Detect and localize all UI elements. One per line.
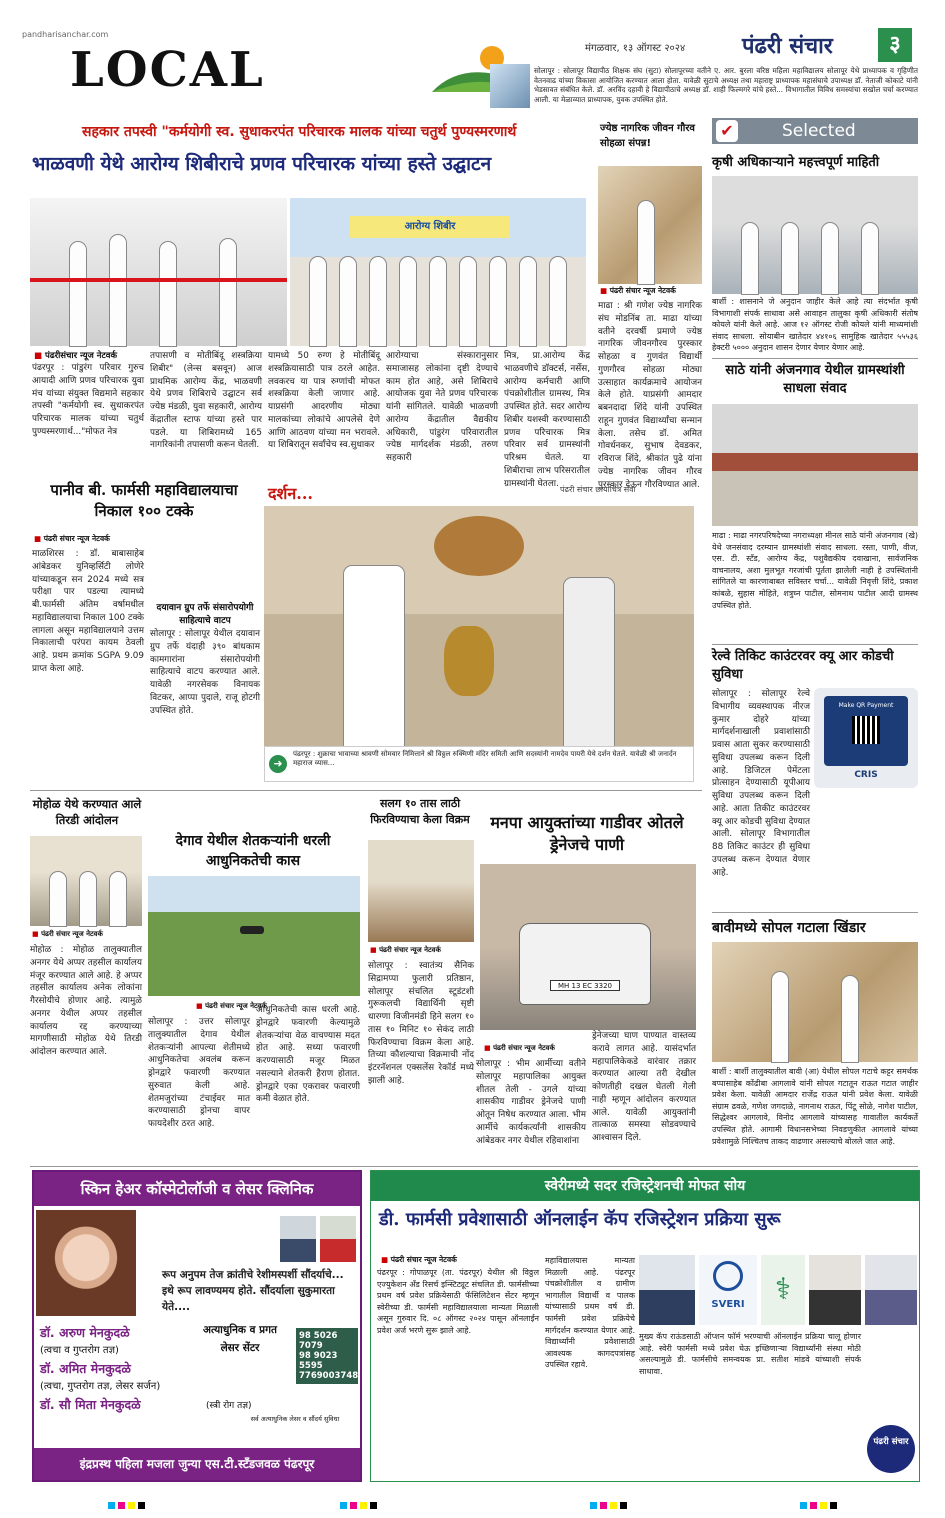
speech-headline: सलग १० तास लाठी फिरविण्याचा केला विक्रम	[370, 797, 470, 826]
section-title: LOCAL	[70, 42, 265, 98]
railway-text: सोलापूर : सोलापूर रेल्वे विभागीय व्यवस्थापक नीरज कुमार दोहरे यांच्या मार्गदर्शनाखाली प्रवाशांसाठी प्रवास आता सुकर करण्यासाठी सुविधा उपलब्ध करून दिली आहे. डिजिटल पेमेंटला प्रोत्साहन देण्यासाठी यूपीआय सुविधा उपलब्ध करून दिली आहे. आता तिकीट काउंटरवर क्यू आर कोडची सुविधा देण्यात आली. सोलापूर विभागातील 88 तिकिट काउंटर ही सुविधा उपलब्ध करून देण्यात येणार आहे.	[712, 689, 810, 878]
sveri-text: पंढरपूर : गोपाळपूर (ता. पंढरपूर) येथील श्री विठ्ठल एज्युकेशन अँड रिसर्च इन्स्टिट्यूट संचलित डी. फार्मसीच्या प्रथम वर्ष प्रवेश प्रक्रियेसाठी फॅसिलिटेशन सेंटर म्हणून स्वेरीच्या डी. फार्मसी महाविद्यालयाला मान्यता मिळाली असून गुरुवार दि. ०८ ऑगस्ट २०२४ पासून ऑनलाईन प्रवेश अर्ज भरणे सुरू झाले आहे.	[377, 1268, 539, 1335]
pharmacy-text-cont	[150, 536, 260, 596]
pharmacy-text: माळशिरस : डॉ. बाबासाहेब आंबेडकर युनिव्हर्सिटी लोणेरे यांच्याकडून सन 2024 मध्ये सत्र परीक्षा पार पडल्या त्यामध्ये बी.फार्मसी अंतिम वर्षामधील महाविद्यालयाचा निकाल 100 टक्के लागला असून महाविद्यालयाने उत्तम निकालाची परंपरा कायम ठेवली आहे. प्रथम क्रमांक SGPA 9.09 प्राप्त केला आहे.	[32, 549, 144, 674]
mohol-text: मोहोळ : मोहोळ तालुक्यातील अनगर येथे अप्पर तहसील कार्यालय मंजूर करण्यात आले आहे. हे अप्पर तहसील कार्यालय अनेक लोकांना गैरसोयीचे होणार आहे. त्यामुळे अनगर येथील अप्पर तहसील कार्यालय रद्द करण्याच्या मागणीसाठी मोहोळ येथे तिरडी आंदोलन करण्यात आले.	[30, 945, 142, 1057]
selected-text: बार्शी : शासनाने जे अनुदान जाहीर केले आहे त्या संदर्भात कृषी विभागाशी संपर्क साधावा असे आवाहन तालुका कृषी अधिकारी संतोष कोयले यांनी केले आहे. आज १२ ऑगस्ट रोजी कोयले यांनी माध्यमांशी संवाद साधला. सोयाबीन खातेदार ४४१०६ सामुहिक खातेदार ५५५३६ हेक्टरी ५००० अनुदान शासन देणार येणार येणार आहे.	[712, 297, 918, 353]
phone-box	[296, 1328, 358, 1384]
bavi-photo	[712, 942, 918, 1062]
pharmacy-headline: पानीव बी. फार्मसी महाविद्यालयाचा निकाल १०० टक्के	[50, 481, 238, 520]
model-face-image	[36, 1210, 136, 1316]
qr-code-icon	[852, 716, 880, 744]
lead-col-5: मित्र, प्रा.आरोग्य केंद्र भाळवणीचे डॉक्टर्स, नर्सेस, आरोग्य कर्मचारी आणि पंचक्रोशीतील ग्रामस्थ, मित्र उपस्थित होते. सदर आरोग्य शिबीर यशस्वी करण्यासाठी प्रणव परिचारक मित्र परिवार सर्व ग्रामस्थांनी परिश्रम घेतले. या शिबीराचा लाभ परिसरातील ग्रामस्थांनी घेतला.	[504, 351, 590, 489]
issue-date: मंगळवार, १३ ऑगस्ट २०२४	[585, 43, 686, 54]
sathe-text: माढा : माढा नगरपरिषदेच्या नगराध्यक्षा मीनल साठे यांनी अंजनगाव (खे) येथे जनसंवाद दरम्यान ग्रामस्थांशी संवाद साधला. रस्ता, पाणी, वीज, एस. टी. स्टँड, आरोग्य केंद्र, पशुवैद्यकीय दवाखाना, सार्वजनिक वाचनालय, अशा मुलभूत गरजांची पूर्तता झालेली नाही हे उपस्थितांनी सांगितले या कारणाबाबत सविस्तर चर्चा... यावेळी निवृत्ती शिंदे, प्रकाश कांबळे, सुहास मोहिते, शत्रुघ्न पाटील, सोमनाथ पाटील आदी ग्रामस्थ उपस्थित होते.	[712, 531, 918, 610]
ribbon-photo	[30, 198, 287, 346]
lead-col-4: आरोग्याचा संस्कारानुसार समाजासह लोकांना दृष्टी देण्याचे काम होत आहे, असे शिबिराचे आयोजक युवा नेते प्रणव परिचारक यांनी सांगितले. यावेळी भाळवणी आरोग्य केंद्रातील वैद्यकीय अधिकारी, पांडुरंग परिवारातील ज्येष्ठ मार्गदर्शक मंडळी, तरुण सहकारी	[386, 351, 498, 463]
manapa-byline: ■ पंढरी संचार न्यूज नेटवर्क	[484, 1044, 555, 1053]
sveri-logo-text: SVERI	[711, 1299, 745, 1310]
senior-headline: ज्येष्ठ नागरिक जीवन गौरव सोहळा संपन्न!	[600, 123, 695, 149]
speech-text: सोलापूर : स्वातंत्र्य सैनिक सिद्रामप्पा फुलारी प्रतिष्ठान, सोलापूर संचलित स्टूडंटशी गुरूकलची विद्यार्थिनी सृष्टी धारग्णा विजीनमंडी हिने सलग १० तास १० मिनिट १० सेकंद लाठी फिरविण्याचा विक्रम केला आहे. तिच्या कौशल्याचा विक्रमाची नोंद इंटरनॅशनल एक्सलेंस रेकॉर्ड मध्ये झाली आहे.	[368, 961, 474, 1086]
doctor-2-spec: (त्वचा, गुप्तरोग तज्ञ, लेसर सर्जन)	[40, 1381, 161, 1392]
phone-3: 7769003748	[299, 1371, 359, 1381]
sveri-ad	[370, 1170, 920, 1482]
pharmacy-byline: ■ पंढरी संचार न्यूज नेटवर्क	[34, 534, 110, 544]
manapa-headline: मनपा आयुक्तांच्या गाडीवर ओतले ड्रेनेजचे पाणी	[490, 813, 684, 855]
color-bar-far-right	[800, 1494, 840, 1513]
lead-col-2: तपासणी व मोतीबिंदू शस्त्रक्रिया शिबीर" (लेन्स बसवून) आज प्राथमिक आरोग्य केंद्र, भाळवणी येथे प्रणव शिबिराचे उद्घाटन सर्व ज्येष्ठ मंडळी, युवा सहकारी, आरोग्य केंद्रातील स्टाफ यांच्या हस्ते पार पडले. या शिबिरामध्ये 165 नागरिकांनी तपासणी करून घेतली.	[150, 351, 262, 451]
doctor-3-spec: (स्त्री रोग तज्ञ)	[206, 1401, 252, 1411]
doctor-photo-1	[280, 1216, 316, 1262]
color-bar-left	[108, 1494, 148, 1513]
doctor-3-name: डॉ. सौ मिता मेनकुदळे	[40, 1397, 141, 1412]
arrow-circle-icon: ➜	[269, 755, 287, 773]
clinic-tagline: रूप अनुपम तेज क्रांतीचे रेशीमस्पर्शी सौंदर्याचे... इथे रूप लावण्यमय होते. सौंदर्याला सुकुमारता येते....	[162, 1269, 344, 1313]
sveri-text-2: महाविद्यालयास मान्यता मिळाली आहे. पंढरपूर पंचक्रोशीतील व ग्रामीण भागातील विद्यार्थी व पालक यांच्यासाठी प्रथम वर्ष डी. फार्मसी प्रवेश प्रक्रियेचे मार्गदर्शन करण्यात येणार आहे. विद्यार्थ्यांनी प्रवेशासाठी आवश्यक कागदपत्रांसह उपस्थित रहावे.	[545, 1256, 635, 1370]
bavi-headline: बावीमध्ये सोपल गटाला खिंडार	[712, 920, 866, 936]
degaon-text: सोलापूर : उत्तर सोलापूर तालुक्यातील देगाव येथील शेतकऱ्यांनी आपल्या शेतीमध्ये आधुनिकतेचा अवलंब करून ड्रोनद्वारे फवारणी करण्यात सुरुवात केली आहे. शेतमजुरांच्या टंचाईवर मात करण्यासाठी ड्रोनचा वापर फायदेशीर ठरत आहे.	[148, 1017, 250, 1129]
darshan-photo	[264, 506, 694, 746]
darshan-title: दर्शन...	[268, 484, 313, 503]
mohol-photo	[30, 836, 142, 926]
sveri-person-1	[639, 1255, 695, 1325]
check-icon: ✔	[716, 120, 738, 142]
railway-headline: रेल्वे तिकिट काउंटरवर क्यू आर कोडची सुविधा	[712, 649, 894, 682]
sveri-kicker: स्वेरीमध्ये सदर रजिस्ट्रेशनची मोफत सोय	[371, 1171, 919, 1201]
laser-service: अत्याधुनिक व प्रगत लेसर सेंटर	[203, 1324, 277, 1354]
phone-2: 98 9023 5595	[299, 1351, 338, 1371]
senior-text: माढा : श्री गणेश ज्येष्ठ नागरिक संघ मोडनिंब ता. माढा यांच्या वतीने दरवर्षी प्रमाणे ज्येष्ठ नागरिक जीवनगौरव पुरस्कार सोहळा व गुणवंत विद्यार्थी गुणगौरव सोहळा मोठ्या उत्साहात कार्यक्रमाचे आयोजन केले होते. याप्रसंगी आमदार बबनदादा शिंदे यांनी उपस्थित राहून गुणवंत विद्यार्थ्यांचा सन्मान केला. तसेच डॉ. अमित गोवर्धनकर, सुभाष देवडकर, रविराज शिंदे, श्रीकांत पुढे यांना ज्येष्ठ नागरिक जीवन गौरव पुरस्कार देऊन गौरविण्यात आले.	[598, 301, 702, 490]
sveri-byline: ■ पंढरी संचार न्यूज नेटवर्क	[381, 1255, 457, 1265]
kiosk-screen-label: Make QR Payment	[838, 702, 894, 709]
degaon-photo	[148, 876, 360, 996]
degaon-text-2: आधुनिकतेची कास धरली आहे. ड्रोनद्वारे फवारणी केल्यामुळे शेतकऱ्यांचा वेळ वाचण्यास मदत होत आहे. सध्या फवारणी करण्यासाठी मजूर मिळत नसल्याने शेतकरी हैराण होतात. ड्रोनद्वारे एका एकरावर फवारणी कमी वेळात होते.	[256, 1005, 360, 1105]
clinic-ad	[32, 1170, 362, 1482]
selected-headline: कृषी अधिकाऱ्याने महत्त्वपूर्ण माहिती	[712, 155, 880, 170]
manapa-text-2: ड्रेनेजच्या घाण पाण्यात वास्तव्य करावे लागत आहे. यासंदर्भात महापालिकेकडे वारंवार तक्रार करण्यात आल्या तरी देखील कोणतीही दखल घेतली गेली नाही म्हणून आंदोलन करण्यात आले. यावेळी आयुक्तांनी तात्काळ समस्या सोडवण्याचे आश्वासन दिले.	[592, 1031, 696, 1143]
camp-banner: आरोग्य शिबीर	[350, 216, 510, 238]
darshan-caption-bar	[264, 746, 694, 782]
sveri-text-3: मुख्य कॅप राऊंडसाठी ऑप्शन फॉर्म भरण्याची ऑनलाईन प्रक्रिया चालू होणार आहे. स्वेरी फार्मसी मध्ये प्रवेश घेऊ इच्छिणाऱ्या विद्यार्थ्यांनी संस्था मोठी असल्यामुळे डी. फार्मसीचे समन्वयक प्रा. सतीश मांडवे यांच्याशी संपर्क साधावा.	[639, 1332, 861, 1376]
group-photo	[290, 198, 586, 346]
phone-1: 98 5026 7079	[299, 1331, 338, 1351]
lead-col-1: पंढरपूर : पांडुरंग परिवार गुरुच आयादी आणि प्रणव परिचारक युवा मंच यांच्या संयुक्त विद्यमाने सहकार तपस्वी "कर्मयोगी स्व. सुधाकरपंत परिचारक मालक यांच्या चतुर्थ पुण्यस्मरणार्थ..."मोफत नेत्र	[32, 363, 144, 437]
sveri-logo	[699, 1255, 757, 1325]
clinic-subline: सर्व अत्याधुनिक लेसर व सौंदर्य सुविधा	[250, 1415, 340, 1423]
paper-name: पंढरी संचार	[742, 33, 833, 59]
manapa-photo	[480, 864, 696, 1030]
darshan-credit: पंढरी संचार छायाचित्र सेवा	[560, 485, 636, 494]
selected-photo	[712, 176, 918, 294]
car-shape	[520, 924, 650, 1004]
pharmacy-symbol-icon: ⚕	[761, 1255, 805, 1325]
senior-photo	[598, 166, 702, 284]
sveri-person-3	[865, 1255, 917, 1325]
sveri-headline: डी. फार्मसी प्रवेशासाठी ऑनलाईन कॅप रजिस्ट्रेशन प्रक्रिया सुरू	[379, 1209, 781, 1230]
selected-label: Selected	[782, 121, 856, 141]
page-number: ३	[878, 28, 912, 62]
paper-badge: पंढरी संचार	[867, 1425, 915, 1473]
sathe-headline: साठे यांनी अंजनगाव येथील ग्रामस्थांशी साधला संवाद	[725, 363, 905, 397]
darshan-caption: पंढरपूर : शुक्राचा भावाच्या श्रावणी सोमवार निमित्ताने श्री विठ्ठल रुक्मिणी मंदिर समिती आणि सदस्यांनी नामदेव पायरी येथे दर्शन घेतले. यावेळी श्री जनार्दन महाराज व्यास...	[293, 750, 677, 768]
degaon-byline: ■ पंढरी संचार न्यूज नेटवर्क	[196, 1002, 267, 1011]
qr-kiosk	[814, 688, 918, 788]
top-news-photo	[490, 64, 530, 108]
manapa-text: सोलापूर : भीम आर्मीच्या वतीने सोलापूर महापालिका आयुक्त शीतल तेली - उगले यांच्या शासकीय गाडीवर ड्रेनेजचे पाणी ओतून निषेध करण्यात आला. भीम आर्मीचे कार्यकर्त्यांनी शासकीय आंबेडकर नगर येथील रहिवाशांना	[476, 1059, 586, 1146]
clinic-address: इंद्रप्रस्थ पहिला मजला जुन्या एस.टी.स्टँडजवळ पंढरपूर	[34, 1448, 360, 1480]
sathe-photo	[712, 404, 918, 526]
clinic-ad-title: स्किन हेअर कॉस्मेटोलॉजी व लेसर क्लिनिक	[34, 1172, 360, 1206]
number-plate: MH 13 EC 3320	[550, 980, 620, 991]
dayavan-text: सोलापूर : सोलापूर येथील दयावान ग्रुप तर्फे यंदाही ३९० बांधकाम कामगारांना संसारोपयोगी साहित्याचे वाटप करण्यात आले. यावेळी नगरसेवक विनायक विटकर, आप्पा पुदाले, राजू होटगी उपस्थित होते.	[150, 629, 260, 716]
mohol-byline: ■ पंढरी संचार न्यूज नेटवर्क	[32, 930, 103, 939]
lead-kicker: सहकार तपस्वी "कर्मयोगी स्व. सुधाकरपंत परिचारक मालक यांच्या चतुर्थ पुण्यस्मरणार्थ	[82, 124, 517, 140]
lead-col-3: यामध्ये 50 रुग्ण हे मोतीबिंदू शस्त्रक्रियासाठी पात्र ठरले आहेत. लवकरच या पात्र रुग्णांची मोफत शस्त्रक्रिया केली जाणार आहे. याप्रसंगी आदरणीय मोठ्या मालकांच्या लोकांचे आपलेसे देणे आणि आठवण यांच्या मन भरावले. या शिबिरातून सर्वांचेच स्व.सुधाकर	[268, 351, 380, 451]
doctor-1-spec: (त्वचा व गुप्तरोग तज्ञ)	[40, 1345, 119, 1356]
top-news-text: सोलापूर : सोलापूर विद्यापीठ शिक्षक संघ (सुटा) सोलापूरच्या वतीने ए. आर. बुरला वरिष्ठ महिला महाविद्यालय सोलापूर येथे प्राध्यापक व गृहिणीत वेतनवाढ यांच्या विकासा आयोजित करण्यात आला होता. यावेळी सुटाचे अध्यक्ष तथा महाराष्ट्र प्राध्यापक महासंघाचे उपाध्यक्ष डॉ. नेताजी कोकाटे यांनी भेडसावत संबंधित केले. डॉ. अरविंद दहावी हे विद्यापीठाचे अध्यक्ष डॉ. शाही फिल्मगरे यांचे हस्ते... विभागातील विविध समस्यांचा सखोल चर्चा करण्यात आली. या मेळाव्यात प्राध्यापक, युवक उपस्थित होते.	[534, 66, 918, 105]
lead-headline: भाळवणी येथे आरोग्य शिबीराचे प्रणव परिचारक यांच्या हस्ते उद्घाटन	[32, 153, 492, 175]
kiosk-brand: CRIS	[854, 770, 878, 780]
dayavan-subhead: दयावान ग्रुप तर्फे संसारोपयोगी साहित्याचे वाटप	[156, 603, 254, 626]
mohol-headline: मोहोळ येथे करण्यात आले तिरडी आंदोलन	[32, 797, 142, 828]
senior-byline: ■ पंढरी संचार न्यूज नेटवर्क	[600, 286, 676, 296]
selected-badge	[712, 118, 918, 144]
bavi-text: बार्शी : बार्शी तालुक्यातील बावी (आ) येथील सोपल गटाचे कट्टर समर्थक बप्पासाहेब कोंढीबा आगलावे यांनी सोपल गटातून राऊत गटात जाहीर प्रवेश केला. यावेळी आमदार राजेंद्र राऊत यांनी प्रवेश केला. यावेळी संग्राम ढवळे, गणेश जगदाळे, नागनाथ राऊत, पिंटू सोळे, नागेश पाटील, सिद्धेश्वर आगलावे, विनोद आगलावे यांच्यासह गावातील कार्यकर्ते उपस्थित होते. आगामी विधानसभेच्या निवडणुकीत आगलावे यांच्या प्रवेशामुळे निश्चितच ताकद वाढणार असल्याचे बोलले जात आहे.	[712, 1067, 918, 1146]
site-url: pandharisanchar.com	[22, 30, 109, 39]
sveri-person-2	[809, 1255, 861, 1325]
doctor-1-name: डॉ. अरुण मेनकुदळे	[40, 1325, 130, 1340]
drone-icon	[240, 926, 264, 934]
doctor-2-name: डॉ. अमित मेनकुदळे	[40, 1361, 131, 1376]
degaon-headline: देगाव येथील शेतकऱ्यांनी धरली आधुनिकतेची कास	[175, 833, 331, 869]
speech-byline: ■ पंढरी संचार न्यूज नेटवर्क	[370, 946, 441, 955]
doctor-photo-2	[320, 1216, 356, 1262]
color-bar-mid	[340, 1494, 380, 1513]
color-bar-right	[590, 1494, 630, 1513]
lead-byline: ■ पंढरीसंचार न्यूज नेटवर्क	[34, 350, 117, 361]
speech-photo	[368, 840, 474, 942]
